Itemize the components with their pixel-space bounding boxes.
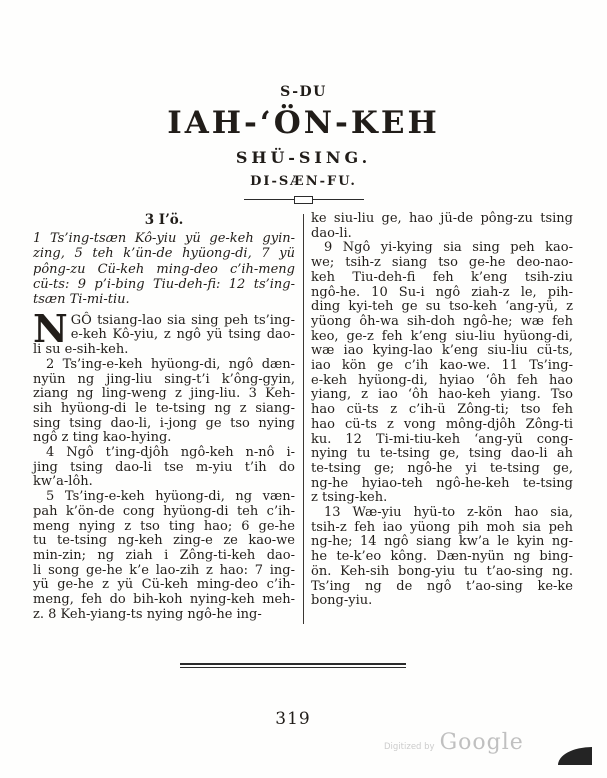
- text-line: 1 Ts’ing-tsæn Kô-yiu yü ge-keh gyin-: [33, 230, 295, 246]
- text-line: pông-zu Cü-keh ming-deo c’ih-meng: [33, 261, 295, 277]
- text-line: tsæn Ti-mi-tiu.: [33, 292, 130, 308]
- chapter-summary: [33, 231, 295, 308]
- text-line: ke siu-liu ge, hao jü-de pông-zu tsing: [311, 211, 573, 226]
- text-line: nying tu te-tsing ge, tsing dao-li ah: [311, 446, 573, 462]
- left-column: [33, 212, 295, 623]
- text-line: tsih-z feh iao yüong pih moh sia peh: [311, 519, 573, 535]
- text-line: hao cü-ts z vong mông-djôh Zông-ti: [311, 416, 573, 432]
- text-line: keo, ge-z feh k’eng siu-liu hyüong-di,: [311, 328, 573, 344]
- text-line: z tsing-keh.: [311, 490, 388, 506]
- text-line: bong-yiu.: [311, 593, 373, 609]
- paragraph: [33, 490, 295, 622]
- text-line: ng-he; 14 ngô siang kw’a le kyin ng-: [311, 534, 573, 550]
- header-series: S-DU: [280, 84, 327, 100]
- column-divider-rule: [303, 214, 304, 624]
- text-line: meng nying z tso ting hao; 6 ge-he: [33, 518, 295, 534]
- text-line: jing tsing dao-li tse m-yiu t’ih do: [33, 459, 295, 475]
- text-line: te-tsing ge; ngô-he yi te-tsing ge,: [311, 460, 573, 476]
- text-line: ding kyi-teh ge su tso-keh ‘ang-yü, z: [311, 299, 573, 315]
- text-columns: [0, 204, 607, 624]
- text-line: zing, 5 teh k’ün-de hyüong-di, 7 yü: [33, 246, 295, 262]
- text-line: 9 Ngô yi-kying sia sing peh kao-: [324, 240, 573, 256]
- text-line: tu te-tsing ng-keh zing-e ze kao-we: [33, 533, 295, 549]
- text-line: keh Tiu-deh-fi feh k’eng tsih-ziu: [311, 269, 573, 285]
- text-line: li su e-sih-keh.: [33, 342, 129, 358]
- right-column-body: [311, 212, 573, 609]
- paragraph: [311, 506, 573, 609]
- text-line: ku. 12 Ti-mi-tiu-keh ‘ang-yü cong-: [311, 431, 573, 447]
- text-line: li song ge-he k’e lao-zih z hao: 7 ing-: [33, 562, 295, 578]
- text-line: ngô-he. 10 Su-i ngô ziah-z le, pih-: [311, 284, 573, 300]
- text-line: wæ iao kying-lao k’eng siu-liu cü-ts,: [311, 343, 573, 359]
- text-line: iao kön ge c’ih kao-we. 11 Ts’ing-: [311, 358, 573, 374]
- digitized-watermark: [384, 730, 524, 755]
- chapter-heading: 3 I’ö.: [144, 212, 184, 228]
- text-line: ng-he hyiao-teh ngô-he-keh te-tsing: [311, 475, 573, 491]
- book-title: IAH-‘ÖN-KEH: [167, 105, 440, 141]
- ornament-box: [294, 196, 313, 204]
- left-column-body: [33, 305, 295, 623]
- paragraph: [311, 241, 573, 506]
- text-line: sing tsing dao-li, i-jong ge tso nying: [33, 415, 295, 431]
- scan-corner-artifact: [558, 747, 592, 765]
- text-line: dao-li.: [311, 225, 352, 241]
- text-line: ön. Keh-sih bong-yiu tu t’ao-sing ng.: [311, 563, 573, 579]
- text-line: nyün ng jing-liu sing-t’i k’ông-gyin,: [33, 371, 295, 387]
- paragraph: [33, 231, 295, 308]
- ornament-line-right: [313, 199, 364, 200]
- paragraph: [33, 446, 295, 490]
- text-line: ngô z ting kao-hying.: [33, 430, 172, 446]
- text-line: cü-ts: 9 p’i-bing Tiu-deh-fi: 12 ts’ing-: [33, 276, 295, 292]
- text-line: ziang ng ling-weng z jing-liu. 3 Keh-: [33, 386, 295, 402]
- header-divider-ornament: [244, 195, 364, 204]
- text-line: 4 Ngô t’ing-djôh ngô-keh n-nô i-: [46, 445, 295, 461]
- text-line: sih hyüong-di le te-tsing ng z siang-: [33, 400, 295, 416]
- text-line: Ts’ing ng de ngô t’ao-sing ke-ke: [311, 578, 573, 594]
- text-line: min-zin; ng ziah i Zông-ti-keh dao-: [33, 547, 295, 563]
- text-line: e-keh hyüong-di, hyiao ‘ôh feh hao: [311, 372, 573, 388]
- ornament-line-left: [244, 199, 295, 200]
- text-line: 5 Ts’ing-e-keh hyüong-di, ng væn-: [46, 489, 295, 505]
- book-subtitle: SHÜ-SING.: [235, 148, 372, 167]
- page-number: 319: [275, 709, 311, 729]
- text-line: z. 8 Keh-yiang-ts nying ngô-he ing-: [33, 606, 262, 622]
- paragraph: [33, 358, 295, 446]
- text-line: pah k’ön-de cong hyüong-di teh c’ih-: [33, 503, 295, 519]
- text-line: kw’a-lôh.: [33, 474, 93, 490]
- text-line: meng, feh do bih-koh nying-keh meh-: [33, 592, 295, 608]
- footer-rule: [180, 663, 406, 668]
- right-column: [311, 212, 573, 609]
- text-line: we; tsih-z siang tso ge-he deo-nao-: [311, 255, 573, 271]
- section-heading: DI-SÆN-FU.: [250, 174, 357, 189]
- page-header: [0, 0, 607, 204]
- paragraph: [33, 305, 295, 358]
- paragraph: [311, 212, 573, 241]
- text-line: 2 Ts’ing-e-keh hyüong-di, ngô dæn-: [46, 356, 295, 372]
- text-line: yüong ôh-wa sih-doh ngô-he; wæ feh: [311, 313, 573, 329]
- text-line: GÔ tsiang-lao sia sing peh ts’ing-: [70, 312, 295, 328]
- text-line: yiang, z iao ‘ôh hao-keh yiang. Tso: [311, 387, 573, 403]
- text-line: yü ge-he z yü Cü-keh ming-deo c’ih-: [33, 577, 295, 593]
- text-line: hao cü-ts z c’ih-ü Zông-ti; tso feh: [311, 402, 573, 418]
- watermark-prefix: Digitized by: [384, 742, 435, 752]
- text-line: he te-k’eo kông. Dæn-nyün ng bing-: [311, 549, 573, 565]
- text-line: e-keh Kô-yiu, z ngô yü tsing dao-: [70, 327, 295, 343]
- drop-cap: N: [33, 305, 68, 351]
- text-line: 13 Wæ-yiu hyü-to z-kön hao sia,: [324, 505, 573, 521]
- google-logo: Google: [439, 730, 524, 755]
